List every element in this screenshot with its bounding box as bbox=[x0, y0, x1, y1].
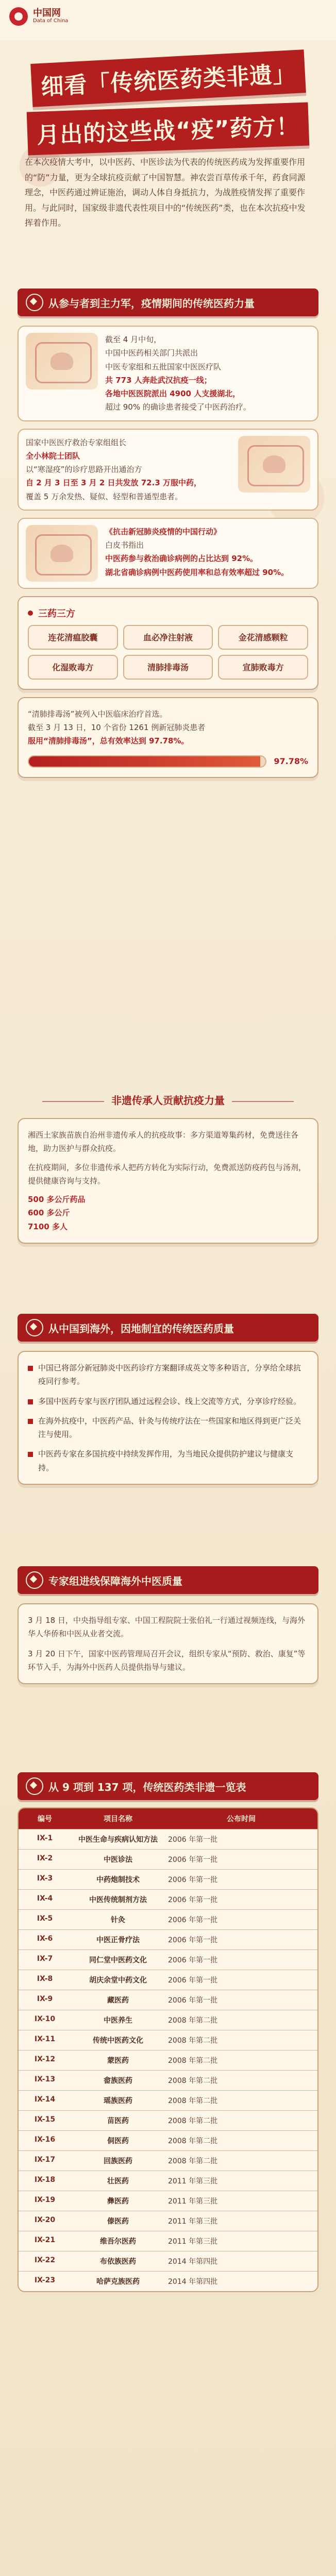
three-drugs-three-formulas bbox=[18, 596, 318, 690]
table-cell-code: IX-23 bbox=[19, 2272, 71, 2292]
table-cell-date: 2008 年第二批 bbox=[165, 2111, 317, 2131]
line: 截至 3 月 13 日，10 个省份 1261 例新冠肺炎患者 bbox=[28, 723, 206, 732]
table-cell-name: 中医生命与疾病认知方法 bbox=[71, 1829, 165, 1850]
table-cell-date: 2011 年第三批 bbox=[165, 2211, 317, 2231]
table-row bbox=[19, 1930, 317, 1950]
table-row bbox=[19, 1890, 317, 1910]
overseas-bullets bbox=[28, 1361, 308, 1475]
table-cell-date: 2008 年第二批 bbox=[165, 2030, 317, 2050]
table-row bbox=[19, 2251, 317, 2272]
effective-rate-label: 97.78% bbox=[274, 756, 308, 766]
highlight-b: 600 多公斤 bbox=[28, 1208, 70, 1218]
table-cell-date: 2014 年第四批 bbox=[165, 2251, 317, 2272]
frontline-timeline bbox=[18, 326, 318, 778]
paragraph: 3 月 18 日，中央指导组专家、中国工程院院士张伯礼一行通过视频连线，与海外华人华侨和中医从业者交流。 bbox=[28, 1616, 305, 1639]
subhead bbox=[28, 606, 308, 620]
qingfei-card bbox=[18, 697, 318, 778]
table-cell-code: IX-20 bbox=[19, 2211, 71, 2231]
table-cell-name: 瑶族医药 bbox=[71, 2091, 165, 2111]
table-cell-date: 2011 年第三批 bbox=[165, 2171, 317, 2191]
bullet-square-icon bbox=[28, 1366, 33, 1371]
section-ribbon bbox=[18, 1772, 318, 1800]
table-cell-code: IX-18 bbox=[19, 2171, 71, 2191]
report-book-illustration bbox=[26, 525, 98, 582]
spacer bbox=[28, 1641, 308, 1647]
brand-logo bbox=[9, 7, 68, 26]
table-cell-code: IX-16 bbox=[19, 2131, 71, 2151]
table-cell-code: IX-13 bbox=[19, 2071, 71, 2091]
formula-tag: 连花清瘟胶囊 bbox=[28, 625, 118, 650]
section-ribbon bbox=[18, 289, 318, 316]
frontline-card-3-row bbox=[26, 525, 310, 582]
table-row bbox=[19, 2091, 317, 2111]
expert-guidance-text bbox=[28, 1614, 308, 1674]
table-cell-name: 传统中医药文化 bbox=[71, 2030, 165, 2050]
frontline-card-3 bbox=[18, 518, 318, 589]
section-ribbon bbox=[18, 1566, 318, 1594]
table-cell-date: 2006 年第一批 bbox=[165, 1890, 317, 1910]
line: “清肺排毒汤”被列入中医临床治疗首选。 bbox=[28, 709, 167, 719]
ribbon-emblem-icon bbox=[26, 294, 43, 311]
table-row bbox=[19, 2050, 317, 2071]
formula-tag: 血必净注射液 bbox=[123, 625, 213, 650]
table-cell-code: IX-22 bbox=[19, 2251, 71, 2272]
table-cell-name: 中药炮制技术 bbox=[71, 1870, 165, 1890]
table-cell-name: 中医正骨疗法 bbox=[71, 1930, 165, 1950]
table-cell-date: 2006 年第一批 bbox=[165, 1990, 317, 2010]
formula-tag: 金花清感颗粒 bbox=[218, 625, 308, 650]
heritage-table bbox=[19, 1808, 317, 2291]
effective-rate-bar bbox=[28, 755, 308, 768]
table-row bbox=[19, 2191, 317, 2211]
qingfei-text bbox=[28, 707, 308, 748]
table-body bbox=[19, 1829, 317, 2292]
table-cell-date: 2006 年第一批 bbox=[165, 1829, 317, 1850]
line: 截至 4 月中旬， bbox=[105, 335, 162, 344]
line: 覆盖 5 万余发热、疑似、轻型和普通型患者。 bbox=[26, 492, 183, 501]
paragraph: 湘西土家族苗族自治州非遗传承人的抗疫故事：多方渠道筹集药材，免费送往各地，助力医护与群众抗疫。 bbox=[28, 1130, 299, 1154]
table-cell-code: IX-9 bbox=[19, 1990, 71, 2010]
table-cell-date: 2008 年第二批 bbox=[165, 2151, 317, 2171]
effective-rate-fill bbox=[29, 756, 260, 767]
heritage-card bbox=[18, 1118, 318, 1244]
frontline-card-2 bbox=[18, 429, 318, 511]
table-header-row bbox=[19, 1808, 317, 1829]
subhead-title: 三药三方 bbox=[38, 608, 75, 619]
table-row bbox=[19, 1910, 317, 1930]
table-cell-name: 苗医药 bbox=[71, 2111, 165, 2131]
table-cell-date: 2011 年第三批 bbox=[165, 2231, 317, 2251]
heritage-text bbox=[28, 1128, 308, 1233]
bullet-item bbox=[28, 1361, 308, 1388]
table-cell-name: 中医诊法 bbox=[71, 1850, 165, 1870]
formula-tag: 清肺排毒汤 bbox=[123, 655, 213, 680]
formula-tag: 化湿败毒方 bbox=[28, 655, 118, 680]
section-heritage-table bbox=[18, 1772, 318, 2292]
table-cell-code: IX-12 bbox=[19, 2050, 71, 2071]
table-cell-code: IX-3 bbox=[19, 1870, 71, 1890]
table-cell-code: IX-8 bbox=[19, 1970, 71, 1990]
line: 国家中医医疗救治专家组组长 bbox=[26, 437, 127, 447]
bullet-item bbox=[28, 1395, 308, 1408]
line-highlight: 全小林院士团队 bbox=[26, 451, 80, 461]
table-cell-code: IX-19 bbox=[19, 2191, 71, 2211]
table-cell-date: 2011 年第三批 bbox=[165, 2191, 317, 2211]
formula-tag: 宣肺败毒方 bbox=[218, 655, 308, 680]
table-cell-code: IX-17 bbox=[19, 2151, 71, 2171]
spacer bbox=[28, 1156, 308, 1161]
section-title: 从中国到海外，因地制宜的传统医药质量 bbox=[48, 1322, 234, 1335]
table-cell-name: 中医传统制剂方法 bbox=[71, 1890, 165, 1910]
table-cell-name: 胡庆余堂中药文化 bbox=[71, 1970, 165, 1990]
section-overseas bbox=[18, 1314, 318, 1485]
table-cell-code: IX-14 bbox=[19, 2091, 71, 2111]
line-highlight: 湖北省确诊病例中医药使用率和总有效率超过 90%。 bbox=[105, 567, 289, 577]
brand-en: Data of China bbox=[33, 18, 69, 24]
table-cell-code: IX-6 bbox=[19, 1930, 71, 1950]
bullet-dot-icon bbox=[28, 611, 33, 616]
table-row bbox=[19, 2151, 317, 2171]
section-frontline bbox=[18, 289, 318, 778]
table-row bbox=[19, 2171, 317, 2191]
table-row bbox=[19, 2272, 317, 2292]
table-cell-date: 2006 年第一批 bbox=[165, 1850, 317, 1870]
line: 中医专家组和五批国家中医医疗队 bbox=[105, 362, 222, 371]
table-row bbox=[19, 1850, 317, 1870]
bullet-square-icon bbox=[28, 1452, 33, 1457]
table-row bbox=[19, 2071, 317, 2091]
line-highlight: 自 2 月 3 日至 3 月 2 日共发放 72.3 万服中药， bbox=[26, 478, 201, 488]
table-cell-name: 中医养生 bbox=[71, 2010, 165, 2030]
ribbon-emblem-icon bbox=[26, 1777, 43, 1795]
table-cell-code: IX-21 bbox=[19, 2231, 71, 2251]
table-cell-name: 壮医药 bbox=[71, 2171, 165, 2191]
table-cell-name: 傣医药 bbox=[71, 2211, 165, 2231]
table-cell-code: IX-1 bbox=[19, 1829, 71, 1850]
ribbon-emblem-icon bbox=[26, 1571, 43, 1589]
bullet-item bbox=[28, 1414, 308, 1442]
table-row bbox=[19, 1950, 317, 1970]
table-row bbox=[19, 2030, 317, 2050]
table-row bbox=[19, 2231, 317, 2251]
table-row bbox=[19, 2111, 317, 2131]
table-row bbox=[19, 2131, 317, 2151]
table-row bbox=[19, 1870, 317, 1890]
table-header-cell: 项目名称 bbox=[71, 1808, 165, 1829]
table-cell-date: 2008 年第二批 bbox=[165, 2010, 317, 2030]
table-cell-name: 藏医药 bbox=[71, 1990, 165, 2010]
table-row bbox=[19, 2211, 317, 2231]
table-cell-code: IX-5 bbox=[19, 1910, 71, 1930]
table-cell-date: 2006 年第一批 bbox=[165, 1950, 317, 1970]
table-row bbox=[19, 1990, 317, 2010]
section-title: 从参与者到主力军，疫情期间的传统医药力量 bbox=[48, 297, 255, 310]
overseas-card bbox=[18, 1351, 318, 1485]
table-cell-name: 布依族医药 bbox=[71, 2251, 165, 2272]
table-cell-date: 2008 年第二批 bbox=[165, 2091, 317, 2111]
table-row bbox=[19, 1970, 317, 1990]
table-cell-name: 同仁堂中医药文化 bbox=[71, 1950, 165, 1970]
medicine-bowl-illustration bbox=[238, 436, 310, 493]
table-cell-code: IX-7 bbox=[19, 1950, 71, 1970]
line-highlight: 《抗击新冠肺炎疫情的中国行动》 bbox=[105, 527, 222, 536]
table-cell-code: IX-15 bbox=[19, 2111, 71, 2131]
ribbon-emblem-icon bbox=[26, 1319, 43, 1336]
table-cell-name: 畲族医药 bbox=[71, 2071, 165, 2091]
paragraph: 在抗疫期间，多位非遗传承人把药方转化为实际行动，免费派送防疫药包与汤剂，提供健康咨询与支持。 bbox=[28, 1162, 307, 1185]
heritage-separator-title: 非遗传承人贡献抗疫力量 bbox=[0, 1092, 336, 1107]
frontline-card-1-text bbox=[105, 333, 310, 414]
line: 白皮书指出 bbox=[105, 540, 144, 550]
effective-rate-progress bbox=[28, 755, 266, 768]
brand-cn: 中国网 bbox=[33, 8, 61, 19]
line-highlight: 服用“清肺排毒汤”，总有效率达到 97.78%。 bbox=[28, 736, 189, 746]
table-cell-name: 侗医药 bbox=[71, 2131, 165, 2151]
table-cell-date: 2008 年第二批 bbox=[165, 2131, 317, 2151]
line-highlight: 共 773 人奔赴武汉抗疫一线； bbox=[105, 375, 212, 385]
line-highlight: 各地中医医院派出 4900 人支援湖北， bbox=[105, 389, 241, 398]
line: 超过 90% 的确诊患者接受了中医药治疗。 bbox=[105, 402, 251, 412]
spacer bbox=[28, 1188, 308, 1193]
headline bbox=[0, 57, 336, 150]
table-cell-date: 2006 年第一批 bbox=[165, 1930, 317, 1950]
table-cell-date: 2014 年第四批 bbox=[165, 2272, 317, 2292]
medical-team-illustration bbox=[26, 333, 98, 389]
frontline-card-1-row bbox=[26, 333, 310, 414]
frontline-card-2-row bbox=[26, 436, 310, 503]
table-cell-code: IX-11 bbox=[19, 2030, 71, 2050]
bullet-square-icon bbox=[28, 1419, 33, 1424]
table-cell-date: 2006 年第一批 bbox=[165, 1910, 317, 1930]
line: 中国中医药相关部门共派出 bbox=[105, 348, 198, 358]
bullet-text: 中国已将部分新冠肺炎中医药诊疗方案翻译成英文等多种语言，分享给全球抗疫同行参考。 bbox=[38, 1363, 301, 1386]
section-expert-guidance bbox=[18, 1566, 318, 1684]
table-cell-name: 维吾尔医药 bbox=[71, 2231, 165, 2251]
section-ribbon bbox=[18, 1314, 318, 1342]
table-row bbox=[19, 1829, 317, 1850]
table-title: 从 9 项到 137 项，传统医药类非遗一览表 bbox=[48, 1781, 246, 1793]
intro-paragraph: 在本次疫情大考中，以中医药、中医诊法为代表的传统医药成为发挥重要作用的“防”力量，更为全球抗疫贡献了中国智慧。神农尝百草传承千年，药食同源理念，中医药通过辨证施治，调动人体自身抵抗力，为战胜疫情发挥了重要作用。与此同时，国家级非遗代表性项目中的“传统医药”类，也在本次抗疫中发挥着作用。 bbox=[25, 157, 306, 228]
formula-grid bbox=[28, 625, 308, 680]
brand-mark-icon bbox=[9, 7, 28, 26]
heritage-table-card bbox=[18, 1807, 318, 2292]
table-cell-name: 哈萨克族医药 bbox=[71, 2272, 165, 2292]
table-cell-code: IX-2 bbox=[19, 1850, 71, 1870]
table-cell-date: 2008 年第二批 bbox=[165, 2050, 317, 2071]
headline-line-1: 细看「传统医药类非遗」 bbox=[30, 49, 306, 107]
frontline-card-3-text bbox=[105, 525, 310, 579]
headline-line-2: 月出的这些战“疫”药方！ bbox=[27, 103, 309, 156]
table-row bbox=[19, 2010, 317, 2030]
table-cell-code: IX-10 bbox=[19, 2010, 71, 2030]
brand-text bbox=[33, 9, 68, 24]
bullet-square-icon bbox=[28, 1399, 33, 1404]
table-cell-name: 回族医药 bbox=[71, 2151, 165, 2171]
table-cell-name: 蒙医药 bbox=[71, 2050, 165, 2071]
table-cell-date: 2006 年第一批 bbox=[165, 1970, 317, 1990]
expert-guidance-card bbox=[18, 1603, 318, 1684]
highlight-c: 7100 多人 bbox=[28, 1222, 68, 1231]
line: 以“寒湿疫”的诊疗思路开出通治方 bbox=[26, 465, 142, 474]
top-bar bbox=[0, 0, 336, 40]
table-cell-name: 彝医药 bbox=[71, 2191, 165, 2211]
section-heritage bbox=[18, 1118, 318, 1244]
frontline-card-1 bbox=[18, 326, 318, 421]
table-header-cell: 公布时间 bbox=[165, 1808, 317, 1829]
table-header-cell: 编号 bbox=[19, 1808, 71, 1829]
line-highlight: 中医药参与救治确诊病例的占比达到 92%。 bbox=[105, 554, 258, 564]
table-cell-date: 2008 年第二批 bbox=[165, 2071, 317, 2091]
paragraph: 3 月 20 日下午，国家中医药管理局召开会议，组织专家从“预防、救治、康复”等环节入手，为海外中医药人员提供指导与建议。 bbox=[28, 1649, 306, 1672]
section-title: 专家组进线保障海外中医质量 bbox=[48, 1574, 182, 1587]
highlight-a: 500 多公斤药品 bbox=[28, 1195, 86, 1204]
bullet-text: 中医药专家在多国抗疫中持续发挥作用，为当地民众提供防护建议与健康支持。 bbox=[38, 1449, 294, 1472]
bullet-text: 在海外抗疫中，中医药产品、针灸与传统疗法在一些国家和地区得到更广泛关注与使用。 bbox=[38, 1416, 301, 1439]
bullet-text: 多国中医药专家与医疗团队通过远程会诊、线上交流等方式，分享诊疗经验。 bbox=[38, 1396, 301, 1406]
bullet-item bbox=[28, 1447, 308, 1475]
table-cell-date: 2006 年第一批 bbox=[165, 1870, 317, 1890]
table-head bbox=[19, 1808, 317, 1829]
table-cell-code: IX-4 bbox=[19, 1890, 71, 1910]
frontline-card-2-text bbox=[26, 436, 231, 503]
table-cell-name: 针灸 bbox=[71, 1910, 165, 1930]
